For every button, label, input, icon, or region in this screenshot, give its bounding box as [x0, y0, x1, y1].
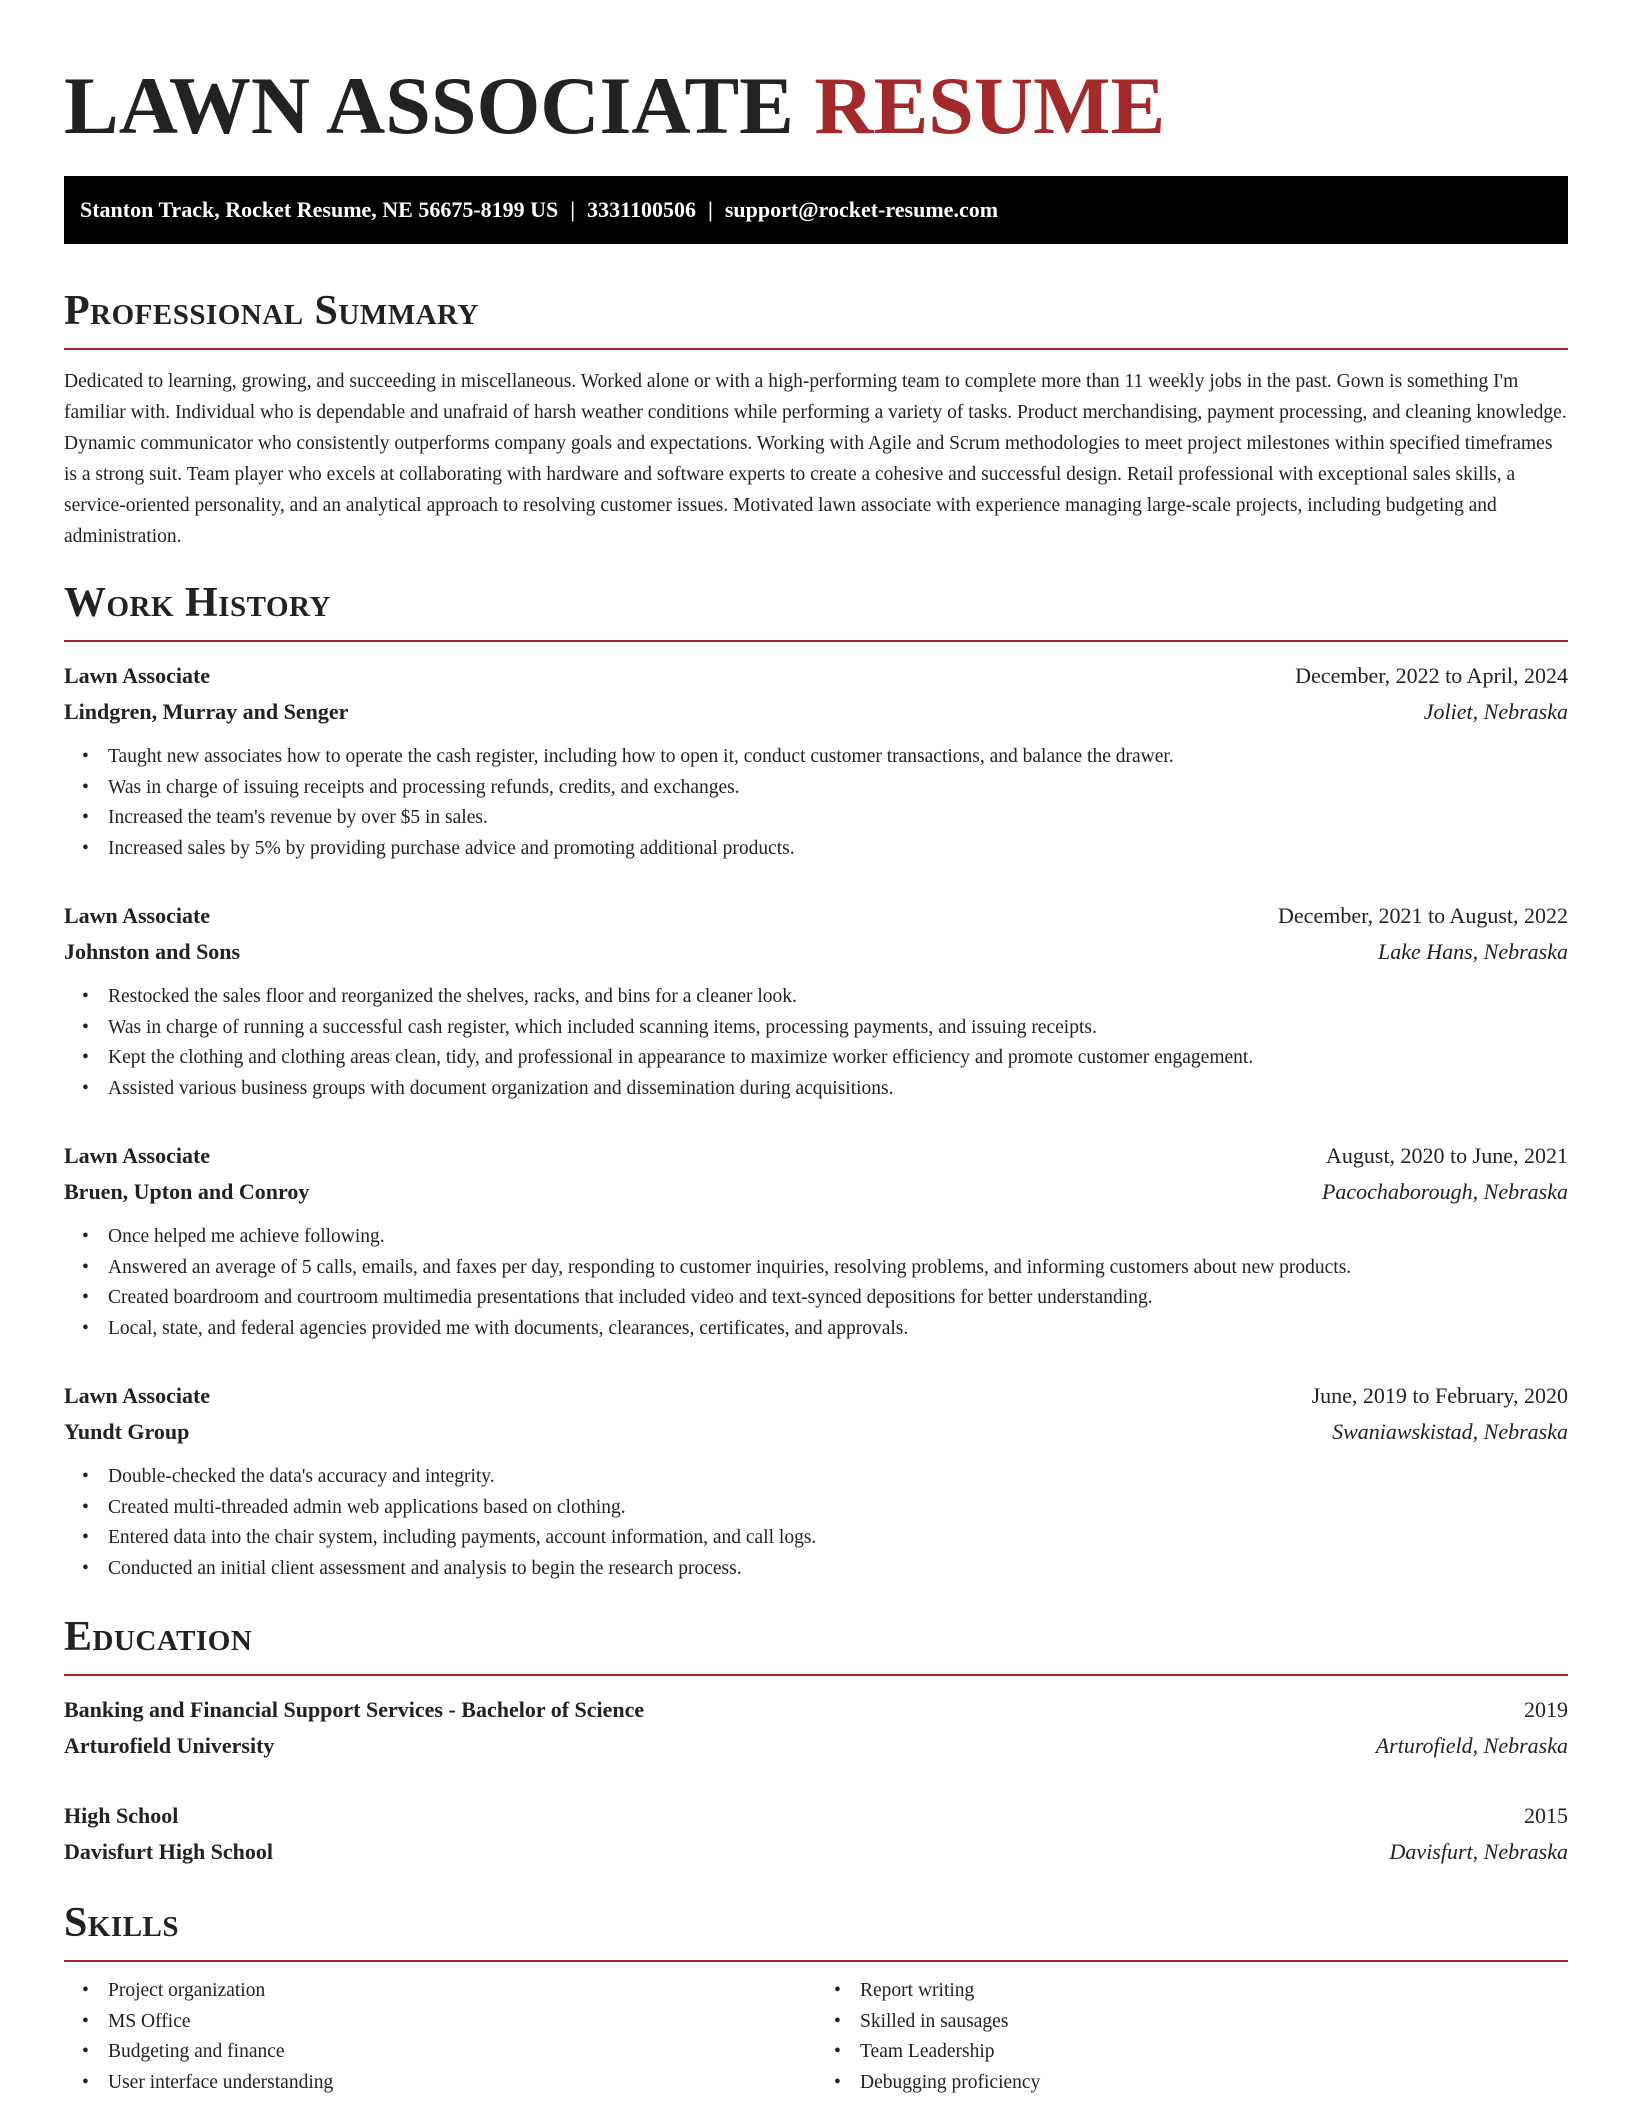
job-company-row [64, 1414, 1568, 1450]
education-year: 2015 [1524, 1803, 1568, 1828]
job-bullets [64, 742, 1568, 864]
job-bullet: • Entered data into the chair system, including payments, account information, and call logs. [108, 1523, 1568, 1554]
skill-item: • User interface understanding [108, 2068, 816, 2099]
education-degree-row [64, 1798, 1568, 1834]
job-header-row [64, 1138, 1568, 1174]
job-location: Pacochaborough, Nebraska [1321, 1179, 1568, 1204]
skill-item: • MS Office [108, 2007, 816, 2038]
skill-item: • Budgeting and finance [108, 2037, 816, 2068]
skills-section [64, 1900, 1568, 2098]
job-entry [64, 898, 1568, 1104]
contact-address: Stanton Track, Rocket Resume, NE 56675-8199 US [80, 197, 559, 222]
resume-title [64, 56, 1568, 156]
summary-section [64, 288, 1568, 552]
education-section [64, 1614, 1568, 1870]
job-bullet: • Conducted an initial client assessment and analysis to begin the research process. [108, 1554, 1568, 1585]
job-entry [64, 1378, 1568, 1584]
education-location: Arturofield, Nebraska [1375, 1733, 1568, 1758]
education-year: 2019 [1524, 1697, 1568, 1722]
education-entry [64, 1692, 1568, 1764]
job-bullet: • Once helped me achieve following. [108, 1222, 1568, 1253]
job-header-row [64, 898, 1568, 934]
job-bullet: • Created boardroom and courtroom multimedia presentations that included video and text-synced depositions for better understanding. [108, 1283, 1568, 1314]
contact-bar [64, 176, 1568, 244]
job-company: Yundt Group [64, 1419, 190, 1444]
job-dates: August, 2020 to June, 2021 [1326, 1143, 1568, 1168]
job-bullet: • Answered an average of 5 calls, emails, and faxes per day, responding to customer inquiries, resolving problems, and informing customers about new products. [108, 1253, 1568, 1284]
job-bullet: • Was in charge of issuing receipts and processing refunds, credits, and exchanges. [108, 773, 1568, 804]
job-bullets [64, 982, 1568, 1104]
job-bullet: • Assisted various business groups with document organization and dissemination during acquisitions. [108, 1074, 1568, 1105]
education-degree: Banking and Financial Support Services - Bachelor of Science [64, 1697, 645, 1722]
job-location: Joliet, Nebraska [1423, 699, 1568, 724]
title-main: LAWN ASSOCIATE [64, 60, 794, 151]
job-entry [64, 658, 1568, 864]
education-school-row [64, 1728, 1568, 1764]
work-history-heading: Work History [64, 580, 1568, 642]
job-location: Lake Hans, Nebraska [1377, 939, 1568, 964]
education-school-row [64, 1834, 1568, 1870]
job-bullet: • Increased the team's revenue by over $5 in sales. [108, 803, 1568, 834]
education-degree: High School [64, 1803, 179, 1828]
resume-page [64, 0, 1568, 2098]
job-title: Lawn Associate [64, 1143, 211, 1168]
education-school: Davisfurt High School [64, 1839, 274, 1864]
job-bullet: • Double-checked the data's accuracy and integrity. [108, 1462, 1568, 1493]
skills-list-left [64, 1976, 816, 2098]
education-heading: Education [64, 1614, 1568, 1676]
job-entry [64, 1138, 1568, 1344]
job-company: Johnston and Sons [64, 939, 241, 964]
job-location: Swaniawskistad, Nebraska [1332, 1419, 1568, 1444]
skill-item: • Skilled in sausages [860, 2007, 1568, 2038]
contact-email[interactable]: support@rocket-resume.com [724, 197, 999, 222]
job-bullet: • Taught new associates how to operate the cash register, including how to open it, conduct customer transactions, and balance the drawer. [108, 742, 1568, 773]
skill-item: • Project organization [108, 1976, 816, 2007]
job-company-row [64, 1174, 1568, 1210]
job-title: Lawn Associate [64, 903, 211, 928]
job-company-row [64, 694, 1568, 730]
work-history-section [64, 580, 1568, 1584]
job-bullet: • Increased sales by 5% by providing purchase advice and promoting additional products. [108, 834, 1568, 865]
skill-item: • Report writing [860, 1976, 1568, 2007]
education-entry [64, 1798, 1568, 1870]
job-bullet: • Was in charge of running a successful cash register, which included scanning items, processing payments, and issuing receipts. [108, 1013, 1568, 1044]
summary-text: Dedicated to learning, growing, and succeeding in miscellaneous. Worked alone or with a high-performing team to complete more than 11 weekly jobs in the past. Gown is something I'm familiar with. Individual who is dependable and unafraid of harsh weather conditions while performing a variety of tasks. Product merchandising, payment processing, and cleaning knowledge. Dynamic communicator who consistently outperforms company goals and expectations. Working with Agile and Scrum methodologies to meet project milestones within specified timeframes is a strong suit. Team player who excels at collaborating with hardware and software experts to create a cohesive and successful design. Retail professional with exceptional sales skills, a service-oriented personality, and an analytical approach to resolving customer issues. Motivated lawn associate with experience managing large-scale projects, including budgeting and administration. [64, 371, 1567, 547]
skills-heading: Skills [64, 1900, 1568, 1962]
job-bullets [64, 1462, 1568, 1584]
job-header-row [64, 658, 1568, 694]
contact-separator: | [707, 197, 713, 222]
job-bullet: • Kept the clothing and clothing areas clean, tidy, and professional in appearance to maximize worker efficiency and promote customer engagement. [108, 1043, 1568, 1074]
title-accent: RESUME [814, 60, 1166, 151]
job-bullet: • Restocked the sales floor and reorganized the shelves, racks, and bins for a cleaner look. [108, 982, 1568, 1013]
skill-item: • Debugging proficiency [860, 2068, 1568, 2099]
job-company: Bruen, Upton and Conroy [64, 1179, 310, 1204]
skill-item: • Team Leadership [860, 2037, 1568, 2068]
job-title: Lawn Associate [64, 1383, 211, 1408]
job-bullet: • Created multi-threaded admin web applications based on clothing. [108, 1493, 1568, 1524]
skills-list-right [816, 1976, 1568, 2098]
job-title: Lawn Associate [64, 663, 211, 688]
job-company-row [64, 934, 1568, 970]
education-location: Davisfurt, Nebraska [1389, 1839, 1568, 1864]
job-company: Lindgren, Murray and Senger [64, 699, 349, 724]
education-school: Arturofield University [64, 1733, 275, 1758]
contact-separator: | [570, 197, 576, 222]
job-bullets [64, 1222, 1568, 1344]
contact-phone: 3331100506 [587, 197, 696, 222]
job-header-row [64, 1378, 1568, 1414]
job-bullet: • Local, state, and federal agencies provided me with documents, clearances, certificates, and approvals. [108, 1314, 1568, 1345]
skills-columns [64, 1976, 1568, 2098]
job-dates: December, 2022 to April, 2024 [1295, 663, 1568, 688]
job-dates: December, 2021 to August, 2022 [1278, 903, 1568, 928]
job-dates: June, 2019 to February, 2020 [1311, 1383, 1568, 1408]
education-degree-row [64, 1692, 1568, 1728]
summary-heading: Professional Summary [64, 288, 1568, 350]
